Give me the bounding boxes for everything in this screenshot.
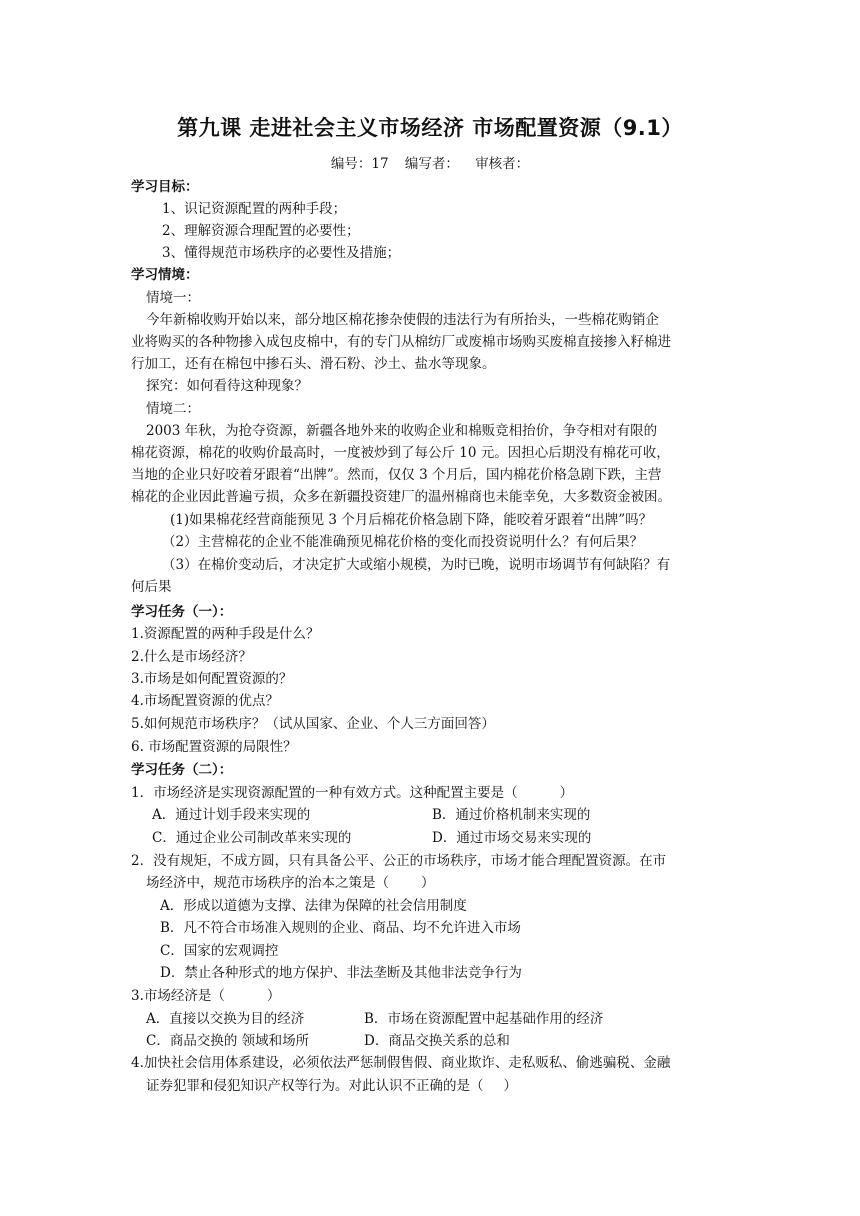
question-2-text: 场经济中，规范市场秩序的治本之策是（	[146, 875, 389, 891]
question-1-option-d: D．通过市场交易来实现的	[432, 830, 592, 846]
paren-close: ）	[266, 988, 281, 1004]
paren-close: ）	[503, 1078, 517, 1094]
task1-item: 6. 市场配置资源的局限性？	[131, 739, 297, 755]
reviewer-label: 审核者：	[475, 156, 530, 172]
task1-item: 2.什么是市场经济？	[131, 649, 252, 665]
page-title: 第九课 走进社会主义市场经济 市场配置资源（9.1）	[177, 116, 683, 140]
task1-item: 5.如何规范市场秩序？（试从国家、企业、个人三方面回答）	[131, 716, 495, 732]
situation-1-text: 今年新棉收购开始以来，部分地区棉花掺杂使假的违法行为有所抬头，一些棉花购销企	[146, 312, 659, 328]
situation-heading: 学习情境：	[131, 267, 199, 283]
situation-1-label: 情境一：	[146, 290, 200, 306]
question-3-option-a: A．直接以交换为目的经济	[146, 1011, 305, 1027]
question-4-text: 证券犯罪和侵犯知识产权等行为。对此认识不正确的是（	[146, 1078, 484, 1094]
situation-1-text: 行加工，还有在棉包中掺石头、滑石粉、沙土、盐水等现象。	[131, 356, 496, 372]
question-4-stem: 4.加快社会信用体系建设，必须依法严惩制假售假、商业欺诈、走私贩私、偷逃骗税、金融	[131, 1055, 671, 1071]
question-3-stem	[131, 985, 280, 1007]
objective-item: 3、懂得规范市场秩序的必要性及措施；	[162, 245, 401, 261]
question-1-text: 1．市场经济是实现资源配置的一种有效方式。这种配置主要是（	[131, 785, 518, 801]
objective-item: 2、理解资源合理配置的必要性；	[162, 223, 360, 239]
writer-label: 编写者：	[404, 156, 459, 172]
task2-heading: 学习任务（二）：	[131, 762, 233, 778]
objectives-heading: 学习目标：	[131, 179, 199, 195]
task1-item: 3.市场是如何配置资源的？	[131, 671, 293, 687]
situation-question-3: （3）在棉价变动后，才决定扩大或缩小规模，为时已晚，说明市场调节有何缺陷？有	[162, 557, 671, 573]
question-3-option-d: D．商品交换关系的总和	[364, 1033, 510, 1049]
situation-question-2: （2）主营棉花的企业不能准确预见棉花价格的变化而投资说明什么？有何后果？	[162, 534, 644, 550]
situation-2-text: 当地的企业只好咬着牙跟着“出牌”。然而，仅仅 3 个月后，国内棉花价格急剧下跌，主营	[131, 467, 662, 483]
number-label: 编号：17	[330, 156, 389, 172]
question-4-stem-cont	[146, 1075, 517, 1097]
question-3-option-c: C．商品交换的 领域和场所	[146, 1033, 310, 1049]
question-1-option-a: A．通过计划手段来实现的	[152, 807, 311, 823]
question-2-option-d: D．禁止各种形式的地方保护、非法垄断及其他非法竞争行为	[160, 965, 522, 981]
task1-item: 1.资源配置的两种手段是什么？	[131, 626, 320, 642]
paren-close: ）	[421, 875, 435, 891]
situation-2-text: 棉花的企业因此普遍亏损，众多在新疆投资建厂的温州棉商也未能幸免，大多数资金被困。	[131, 489, 671, 505]
meta-line	[0, 152, 860, 172]
explore-question: 探究：如何看待这种现象？	[146, 378, 308, 394]
question-1-option-b: B．通过价格机制来实现的	[432, 807, 591, 823]
task1-heading: 学习任务（一）：	[131, 604, 233, 620]
question-2-stem-cont	[146, 872, 435, 894]
situation-question-3-cont: 何后果	[131, 579, 172, 595]
situation-1-text: 业将购买的各种物掺入成包皮棉中，有的专门从棉纺厂或废棉市场购买废棉直接掺入籽棉进	[131, 334, 671, 350]
task1-item: 4.市场配置资源的优点？	[131, 693, 279, 709]
question-1-stem	[131, 782, 573, 804]
situation-2-label: 情境二：	[146, 401, 200, 417]
situation-2-text: 棉花资源，棉花的收购价最高时，一度被炒到了每公斤 10 元。因担心后期没有棉花可收，	[131, 445, 670, 461]
situation-question-1: (1)如果棉花经营商能预见 3 个月后棉花价格急剧下降，能咬着牙跟着“出牌”吗？	[170, 512, 653, 528]
question-3-option-b: B．市场在资源配置中起基础作用的经济	[364, 1011, 604, 1027]
question-2-stem: 2．没有规矩，不成方圆，只有具备公平、公正的市场秩序，市场才能合理配置资源。在市	[131, 853, 667, 869]
question-2-option-a: A．形成以道德为支撑、法律为保障的社会信用制度	[160, 898, 467, 914]
question-1-option-c: C．通过企业公司制改革来实现的	[152, 830, 352, 846]
objective-item: 1、识记资源配置的两种手段；	[162, 201, 347, 217]
question-2-option-b: B．凡不符合市场准入规则的企业、商品、均不允许进入市场	[160, 920, 521, 936]
paren-close: ）	[559, 785, 574, 801]
question-2-option-c: C．国家的宏观调控	[160, 943, 279, 959]
question-3-text: 3.市场经济是（	[131, 988, 225, 1004]
situation-2-text: 2003 年秋，为抢夺资源，新疆各地外来的收购企业和棉贩竞相抬价，争夺相对有限的	[146, 423, 658, 439]
